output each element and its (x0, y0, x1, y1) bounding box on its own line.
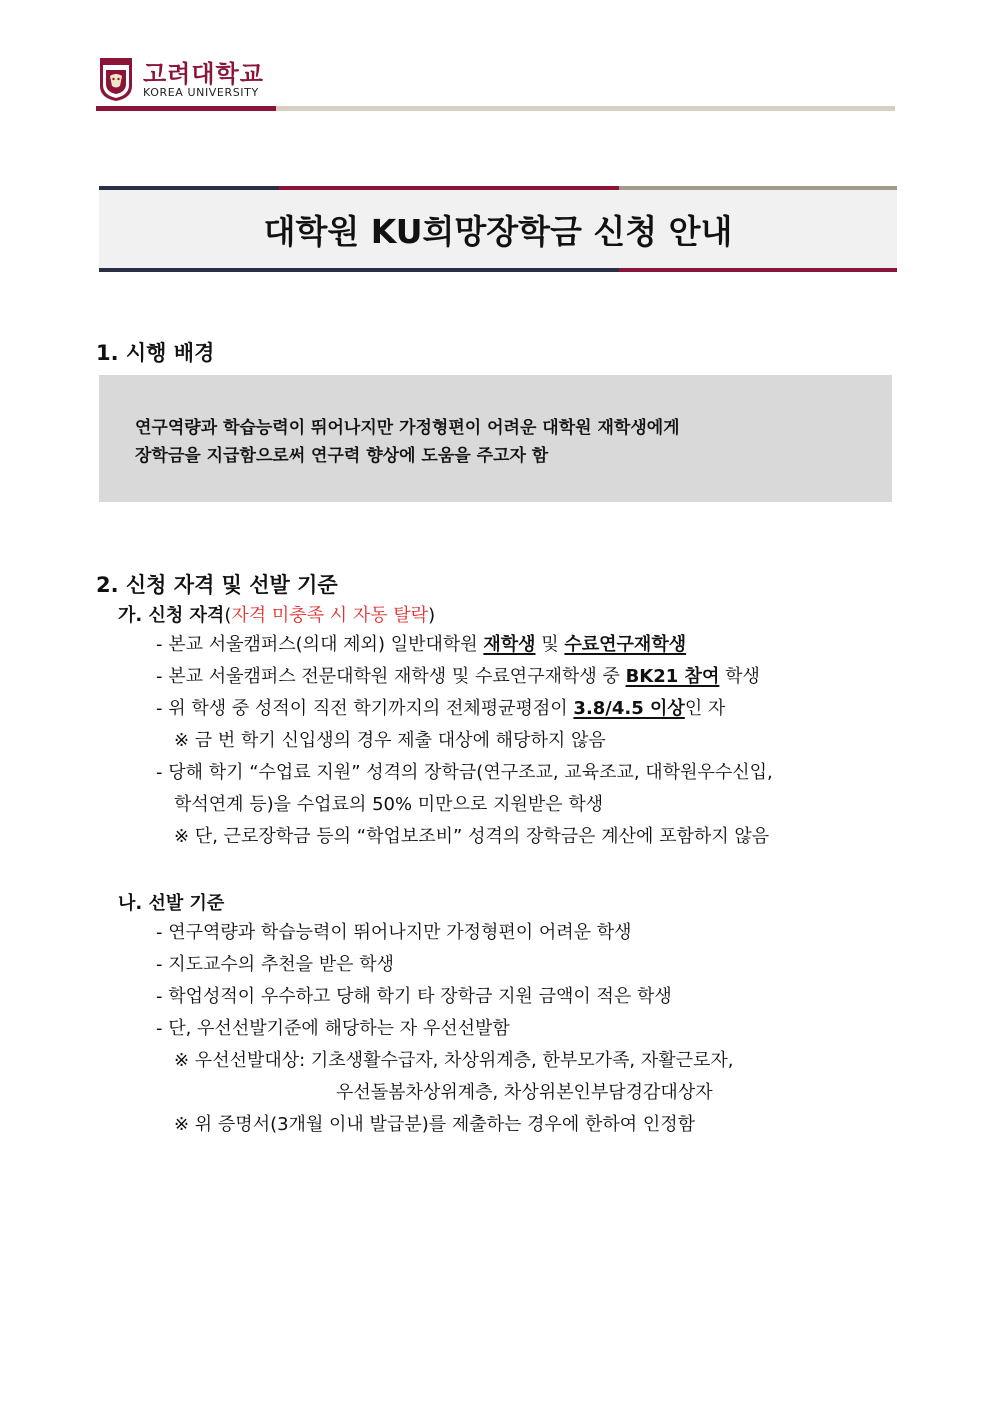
background-line-1: 연구역량과 학습능력이 뛰어나지만 가정형편이 어려운 대학원 재학생에게 (135, 418, 680, 438)
page-title: 대학원 KU희망장학금 신청 안내 (263, 212, 733, 251)
selection-item-2: - 지도교수의 추천을 받은 학생 (156, 954, 395, 975)
eligibility-item-4: - 당해 학기 “수업료 지원” 성격의 장학금(연구조교, 교육조교, 대학원우수신입, (156, 762, 773, 783)
eligibility-heading: 가. 신청 자격(자격 미충족 시 자동 탈락) (118, 605, 436, 626)
title-banner (99, 186, 897, 272)
priority-note-cont: 우선돌봄차상위계층, 차상위본인부담경감대상자 (336, 1082, 713, 1103)
eligibility-item-2: - 본교 서울캠퍼스 전문대학원 재학생 및 수료연구재학생 중 BK21 참여 학생 (156, 666, 760, 687)
eligibility-item-4-cont: 학석연계 등)을 수업료의 50% 미만으로 지원받은 학생 (174, 794, 604, 815)
university-name-english: KOREA UNIVERSITY (143, 86, 259, 99)
university-name: 고려대학교 (143, 60, 264, 88)
emphasis-bk21: BK21 참여 (625, 666, 720, 687)
priority-note: ※ 우선선발대상: 기초생활수급자, 차상위계층, 한부모가족, 자활근로자, (174, 1050, 734, 1071)
certificate-note: ※ 위 증명서(3개월 이내 발급분)를 제출하는 경우에 한하여 인정함 (174, 1114, 696, 1135)
title-bottom-bar (99, 268, 897, 272)
university-seal-icon (98, 56, 134, 102)
selection-item-3: - 학업성적이 우수하고 당해 학기 타 장학금 지원 금액이 적은 학생 (156, 986, 672, 1007)
section-heading-background: 1. 시행 배경 (96, 341, 215, 365)
selection-item-4: - 단, 우선선발기준에 해당하는 자 우선선발함 (156, 1018, 510, 1039)
title-top-bar (99, 186, 897, 190)
background-box (99, 375, 892, 502)
eligibility-item-1: - 본교 서울캠퍼스(의대 제외) 일반대학원 재학생 및 수료연구재학생 (156, 634, 687, 655)
emphasis-enrolled: 재학생 (483, 634, 536, 655)
emphasis-gpa: 3.8/4.5 이상 (573, 698, 685, 719)
eligibility-item-3: - 위 학생 중 성적이 직전 학기까지의 전체평균평점이 3.8/4.5 이상인 자 (156, 698, 726, 719)
header-divider (96, 106, 895, 111)
selection-item-1: - 연구역량과 학습능력이 뛰어나지만 가정형편이 어려운 학생 (156, 922, 632, 943)
selection-heading: 나. 선발 기준 (118, 893, 225, 914)
eligibility-heading-text: 가. 신청 자격 (118, 605, 225, 626)
emphasis-research-enrolled: 수료연구재학생 (564, 634, 687, 655)
eligibility-warning: 자격 미충족 시 자동 탈락 (231, 605, 429, 626)
eligibility-note-1: ※ 금 번 학기 신입생의 경우 제출 대상에 해당하지 않음 (174, 730, 606, 751)
section-heading-eligibility: 2. 신청 자격 및 선발 기준 (96, 573, 338, 597)
eligibility-note-2: ※ 단, 근로장학금 등의 “학업보조비” 성격의 장학금은 계산에 포함하지 않음 (174, 826, 770, 847)
background-line-2: 장학금을 지급함으로써 연구력 향상에 도움을 주고자 함 (135, 446, 549, 466)
